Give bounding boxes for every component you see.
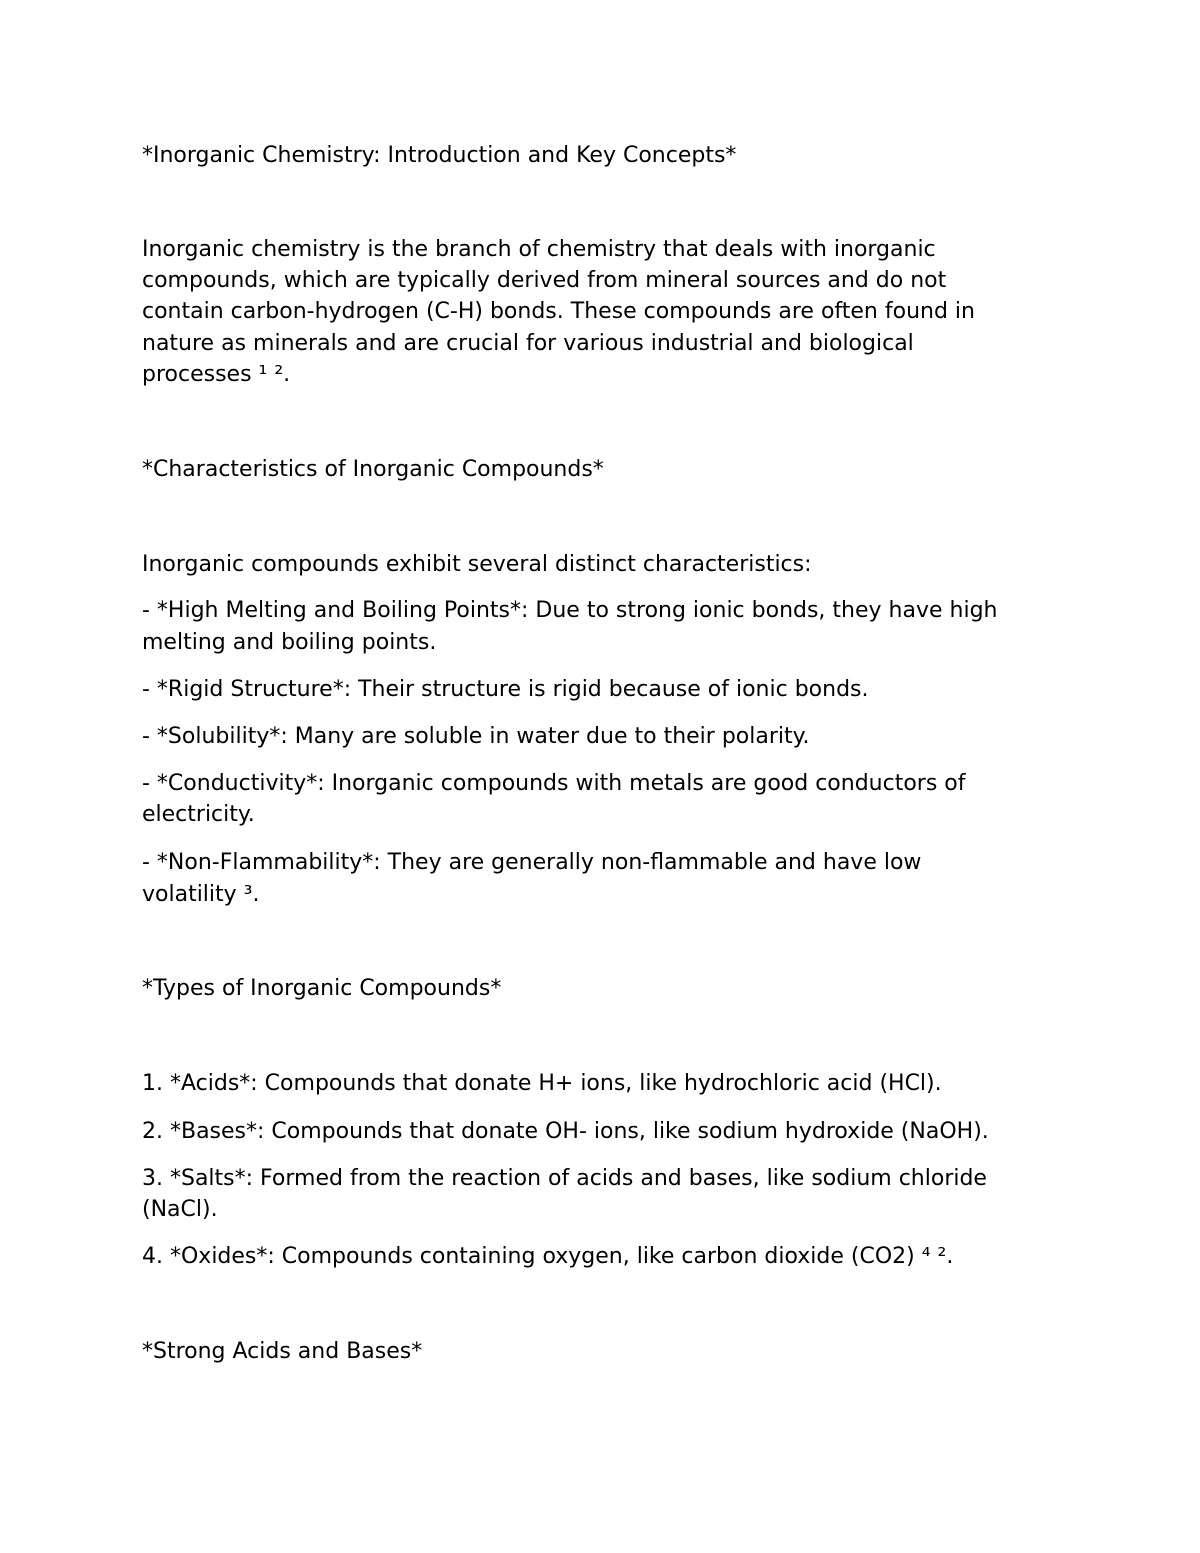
document-title: *Inorganic Chemistry: Introduction and Key Concepts* (142, 143, 737, 168)
list-item-line: (NaCl). (142, 1197, 218, 1222)
types-heading: *Types of Inorganic Compounds* (142, 976, 502, 1001)
list-item-line: - *Rigid Structure*: Their structure is rigid because of ionic bonds. (142, 677, 869, 702)
intro-line: processes ¹ ². (142, 362, 291, 387)
list-item-line: 4. *Oxides*: Compounds containing oxygen, like carbon dioxide (CO2) ⁴ ². (142, 1244, 954, 1269)
list-item-line: - *Solubility*: Many are soluble in water due to their polarity. (142, 724, 810, 749)
intro-line: compounds, which are typically derived from mineral sources and do not (142, 268, 947, 293)
strong-acids-bases-heading: *Strong Acids and Bases* (142, 1339, 423, 1364)
characteristics-heading: *Characteristics of Inorganic Compounds* (142, 457, 604, 482)
intro-line: Inorganic chemistry is the branch of chemistry that deals with inorganic (142, 237, 936, 262)
list-item-line: 3. *Salts*: Formed from the reaction of acids and bases, like sodium chloride (142, 1166, 987, 1191)
list-item-line: - *High Melting and Boiling Points*: Due to strong ionic bonds, they have high (142, 598, 998, 623)
intro-line: contain carbon-hydrogen (C-H) bonds. These compounds are often found in (142, 299, 975, 324)
list-item-line: - *Non-Flammability*: They are generally non-flammable and have low (142, 850, 922, 875)
characteristics-lead: Inorganic compounds exhibit several distinct characteristics: (142, 552, 812, 577)
list-item-line: 1. *Acids*: Compounds that donate H+ ions, like hydrochloric acid (HCl). (142, 1071, 942, 1096)
list-item-line: electricity. (142, 802, 255, 827)
intro-line: nature as minerals and are crucial for various industrial and biological (142, 331, 914, 356)
list-item-line: melting and boiling points. (142, 630, 437, 655)
list-item-line: - *Conductivity*: Inorganic compounds with metals are good conductors of (142, 771, 966, 796)
list-item-line: volatility ³. (142, 882, 260, 907)
list-item-line: 2. *Bases*: Compounds that donate OH- ions, like sodium hydroxide (NaOH). (142, 1119, 989, 1144)
